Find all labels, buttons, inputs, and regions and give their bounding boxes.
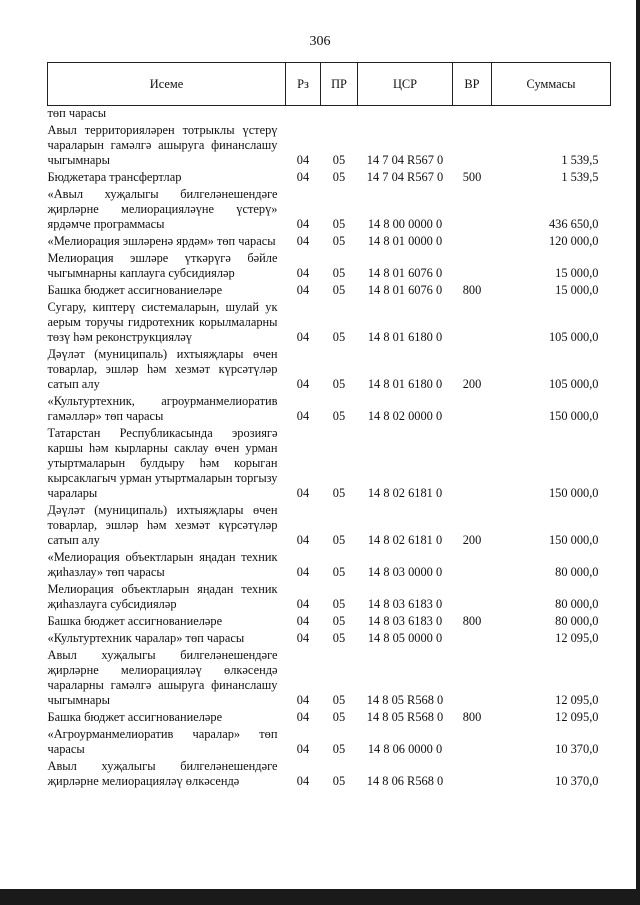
row-vr-cell: 200 [462,377,482,391]
row-name-cell: Сугару, киптерү системаларын, шулай ук аерым торучы гидротехник корылмаларны төзү һәм реконструкцияләү [47,300,278,344]
row-pr-cell: 05 [332,614,346,628]
row-rz-cell [286,106,321,124]
row-pr-cell: 05 [332,774,346,788]
row-vr-cell [453,550,492,582]
row-vr-cell [453,582,492,614]
row-sum-cell: 15 000,0 [555,283,599,297]
row-csr-cell: 14 8 00 0000 0 [367,217,443,231]
table-row [48,648,611,710]
row-sum-cell: 80 000,0 [555,565,599,579]
table-row [48,106,611,124]
row-sum-cell: 150 000,0 [548,533,599,547]
row-name-cell: Авыл хуҗалыгы билгеләнешендәге җирләрне мелиорацияләү өлкәсендә чараларны гамәлгә ашыруга финанслашу чыгымнары [47,648,278,707]
header-sum: Суммасы [492,63,611,106]
row-name-cell: «Культуртехник, агроурманмелиоратив гамәлләр» төп чарасы [47,394,278,423]
table-header-row [48,63,611,106]
row-csr-cell: 14 8 01 6180 0 [367,377,443,391]
row-csr-cell: 14 7 04 R567 0 [366,153,444,167]
row-pr-cell: 05 [332,693,346,707]
row-vr-cell [453,648,492,710]
row-pr-cell: 05 [332,283,346,297]
table-row [48,550,611,582]
row-pr-cell [321,106,358,124]
row-sum-cell: 120 000,0 [548,234,599,248]
table-row [48,710,611,727]
row-sum-cell: 105 000,0 [548,377,599,391]
row-rz-cell: 04 [296,409,310,423]
row-csr-cell: 14 8 03 0000 0 [367,565,443,579]
scan-edge-right [636,0,640,905]
row-name-cell: Мелиорация объектларын яңадан техник җиһазлауга субсидияләр [47,582,278,611]
row-csr-cell: 14 8 02 0000 0 [367,409,443,423]
budget-table [47,62,611,791]
row-pr-cell: 05 [332,565,346,579]
row-vr-cell: 800 [462,614,482,628]
row-sum-cell: 80 000,0 [555,597,599,611]
table-row [48,300,611,347]
header-csr: ЦСР [358,63,453,106]
table-body [48,106,611,792]
row-sum-cell: 15 000,0 [555,266,599,280]
table-row [48,727,611,759]
table-row [48,759,611,791]
row-vr-cell [453,426,492,503]
table-row [48,503,611,550]
scan-edge-bottom [0,889,640,905]
row-vr-cell [453,300,492,347]
row-csr-cell: 14 8 01 6076 0 [367,266,443,280]
row-vr-cell [453,759,492,791]
row-sum-cell [492,106,611,124]
table-row [48,347,611,394]
table-row [48,426,611,503]
row-vr-cell [453,106,492,124]
row-csr-cell: 14 8 03 6183 0 [367,597,443,611]
row-name-cell: төп чарасы [47,106,107,120]
row-name-cell: «Культуртехник чаралар» төп чарасы [47,631,245,645]
row-pr-cell: 05 [332,234,346,248]
table-row [48,631,611,648]
row-rz-cell: 04 [296,377,310,391]
row-rz-cell: 04 [296,597,310,611]
table-row [48,614,611,631]
row-name-cell: Башка бюджет ассигнованиеләре [47,710,223,724]
row-pr-cell: 05 [332,486,346,500]
row-sum-cell: 1 539,5 [561,153,599,167]
table-row [48,283,611,300]
row-pr-cell: 05 [332,377,346,391]
row-rz-cell: 04 [296,217,310,231]
row-pr-cell: 05 [332,170,346,184]
row-rz-cell: 04 [296,486,310,500]
row-name-cell: Дәүләт (муниципаль) ихтыяҗлары өчен товарлар, эшләр һәм хезмәт күрсәтүләр сатып алу [47,503,278,547]
row-sum-cell: 105 000,0 [548,330,599,344]
row-name-cell: Татарстан Республикасында эрозиягә каршы һәм кырларны саклау өчен урман утыртмаларын булдыру һәм корыган кырсаклагыч урман утыртмаларын торгызу чаралары [47,426,278,500]
row-rz-cell: 04 [296,153,310,167]
row-rz-cell: 04 [296,170,310,184]
row-vr-cell [453,234,492,251]
row-rz-cell: 04 [296,710,310,724]
row-vr-cell: 800 [462,283,482,297]
row-vr-cell: 200 [462,533,482,547]
row-sum-cell: 1 539,5 [561,170,599,184]
row-pr-cell: 05 [332,597,346,611]
row-sum-cell: 150 000,0 [548,486,599,500]
row-rz-cell: 04 [296,774,310,788]
row-sum-cell: 12 095,0 [555,710,599,724]
row-rz-cell: 04 [296,283,310,297]
row-pr-cell: 05 [332,533,346,547]
row-pr-cell: 05 [332,217,346,231]
table-row [48,123,611,170]
row-csr-cell [358,106,453,124]
row-csr-cell: 14 8 01 0000 0 [367,234,443,248]
row-vr-cell [453,727,492,759]
row-pr-cell: 05 [332,742,346,756]
row-sum-cell: 10 370,0 [555,742,599,756]
row-name-cell: Авыл территорияләрен тотрыклы үстерү чараларын гамәлгә ашыруга финанслашу чыгымнары [47,123,278,167]
row-name-cell: Башка бюджет ассигнованиеләре [47,614,223,628]
row-sum-cell: 12 095,0 [555,631,599,645]
row-csr-cell: 14 8 05 0000 0 [367,631,443,645]
row-name-cell: Башка бюджет ассигнованиеләре [47,283,223,297]
header-pr: ПР [321,63,358,106]
row-pr-cell: 05 [332,153,346,167]
row-pr-cell: 05 [332,710,346,724]
table-row [48,394,611,426]
row-rz-cell: 04 [296,330,310,344]
row-pr-cell: 05 [332,330,346,344]
header-vr: ВР [453,63,492,106]
row-pr-cell: 05 [332,631,346,645]
row-pr-cell: 05 [332,409,346,423]
row-sum-cell: 150 000,0 [548,409,599,423]
header-name: Исеме [48,63,286,106]
row-csr-cell: 14 8 01 6076 0 [367,283,443,297]
row-vr-cell: 800 [462,710,482,724]
row-rz-cell: 04 [296,533,310,547]
row-sum-cell: 80 000,0 [555,614,599,628]
row-rz-cell: 04 [296,234,310,248]
header-rz: Рз [286,63,321,106]
row-csr-cell: 14 8 03 6183 0 [367,614,443,628]
row-csr-cell: 14 8 05 R568 0 [366,693,444,707]
row-vr-cell [453,631,492,648]
table-row [48,234,611,251]
row-csr-cell: 14 8 02 6181 0 [367,533,443,547]
row-vr-cell [453,394,492,426]
row-csr-cell: 14 7 04 R567 0 [366,170,444,184]
row-name-cell: «Мелиорация эшләренә ярдәм» төп чарасы [47,234,276,248]
row-rz-cell: 04 [296,266,310,280]
row-vr-cell [453,123,492,170]
row-rz-cell: 04 [296,565,310,579]
row-rz-cell: 04 [296,614,310,628]
row-rz-cell: 04 [296,693,310,707]
row-name-cell: Мелиорация эшләре үткәрүгә бәйле чыгымнарны каплауга субсидияләр [47,251,278,280]
row-name-cell: «Мелиорация объектларын яңадан техник җиһазлау» төп чарасы [47,550,278,579]
row-csr-cell: 14 8 06 R568 0 [366,774,444,788]
row-rz-cell: 04 [296,742,310,756]
row-csr-cell: 14 8 06 0000 0 [367,742,443,756]
table-row [48,187,611,234]
page-number: 306 [309,34,331,49]
row-sum-cell: 436 650,0 [548,217,599,231]
row-csr-cell: 14 8 05 R568 0 [366,710,444,724]
row-name-cell: Дәүләт (муниципаль) ихтыяҗлары өчен товарлар, эшләр һәм хезмәт күрсәтүләр сатып алу [47,347,278,391]
row-vr-cell [453,251,492,283]
row-name-cell: Бюджетара трансфертлар [47,170,182,184]
row-sum-cell: 10 370,0 [555,774,599,788]
table-row [48,170,611,187]
row-csr-cell: 14 8 01 6180 0 [367,330,443,344]
row-vr-cell [453,187,492,234]
table-row [48,251,611,283]
row-name-cell: Авыл хуҗалыгы билгеләнешендәге җирләрне мелиорацияләү өлкәсендә [47,759,278,788]
row-csr-cell: 14 8 02 6181 0 [367,486,443,500]
row-vr-cell: 500 [462,170,482,184]
row-rz-cell: 04 [296,631,310,645]
row-name-cell: «Агроурманмелиоратив чаралар» төп чарасы [47,727,278,756]
row-sum-cell: 12 095,0 [555,693,599,707]
table-row [48,582,611,614]
row-name-cell: «Авыл хуҗалыгы билгеләнешендәге җирләрне мелиорацияләүне үстерү» ярдәмче программасы [47,187,278,231]
row-pr-cell: 05 [332,266,346,280]
